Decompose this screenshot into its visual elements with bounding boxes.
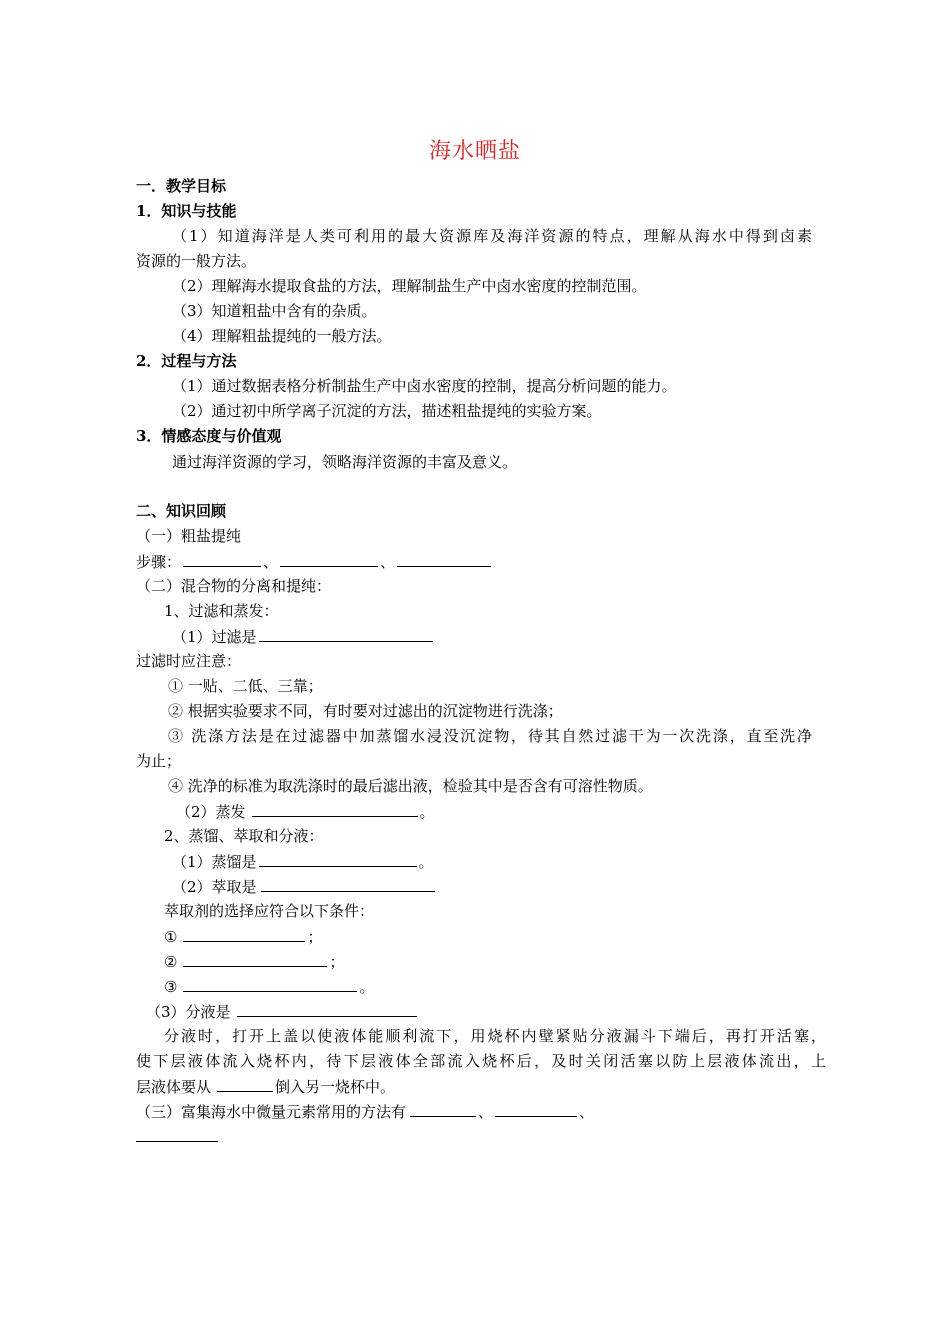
fill-blank[interactable] xyxy=(280,549,378,567)
steps-line xyxy=(136,549,826,574)
fill-blank[interactable] xyxy=(217,1074,273,1092)
paragraph-line: （2）理解海水提取食盐的方法，理解制盐生产中卤水密度的控制范围。 xyxy=(172,277,647,295)
condition-line xyxy=(164,949,854,974)
semicolon: ； xyxy=(329,953,345,971)
fill-blank[interactable] xyxy=(183,924,305,942)
subsection-heading: 2．过程与方法 xyxy=(136,352,237,370)
condition-number: ① xyxy=(164,928,178,946)
fill-blank[interactable] xyxy=(183,949,327,967)
enrichment-label: （三）富集海水中微量元素常用的方法有 xyxy=(136,1103,407,1121)
section-heading: 二、知识回顾 xyxy=(136,502,227,520)
paragraph-line: （3）知道粗盐中含有的杂质。 xyxy=(172,302,377,320)
paragraph-line: 通过海洋资源的学习，领略海洋资源的丰富及意义。 xyxy=(172,453,518,471)
paragraph-line: 资源的一般方法。 xyxy=(136,252,257,270)
fill-blank[interactable] xyxy=(237,999,417,1017)
subsection-heading: 3．情感态度与价值观 xyxy=(136,427,282,445)
condition-line xyxy=(164,974,854,999)
subsection-heading: 1．知识与技能 xyxy=(136,202,237,220)
separator: 、 xyxy=(263,553,279,571)
paragraph-line: ④ 洗净的标准为取洗涤时的最后滤出液，检验其中是否含有可溶性物质。 xyxy=(168,777,653,795)
fill-blank[interactable] xyxy=(252,799,418,817)
paragraph-line: 分液时，打开上盖以使液体能顺利流下，用烧杯内壁紧贴分液漏斗下端后，再打开活塞， xyxy=(164,1027,826,1045)
period: 。 xyxy=(359,978,375,996)
evaporation-label: （2）蒸发 xyxy=(176,803,246,821)
fill-blank[interactable] xyxy=(183,974,357,992)
extraction-line xyxy=(172,874,862,899)
pour-label: 层液体要从 xyxy=(136,1078,212,1096)
period: 。 xyxy=(419,803,435,821)
fill-blank[interactable] xyxy=(183,549,261,567)
paragraph-line: 1、过滤和蒸发： xyxy=(164,602,279,620)
pour-tail: 倒入另一烧杯中。 xyxy=(275,1078,396,1096)
fill-blank[interactable] xyxy=(397,549,491,567)
extraction-label: （2）萃取是 xyxy=(172,878,257,896)
paragraph-line: 2、蒸馏、萃取和分液： xyxy=(164,827,324,845)
paragraph-line: （4）理解粗盐提纯的一般方法。 xyxy=(172,327,392,345)
distillation-line xyxy=(172,849,862,874)
paragraph-line: （二）混合物的分离和提纯： xyxy=(136,577,332,595)
paragraph-line: （2）通过初中所学离子沉淀的方法，描述粗盐提纯的实验方案。 xyxy=(172,402,602,420)
steps-label: 步骤： xyxy=(136,553,182,571)
paragraph-line: 过滤时应注意： xyxy=(136,652,242,670)
paragraph-line: （1）知道海洋是人类可利用的最大资源库及海洋资源的特点，理解从海水中得到卤素 xyxy=(172,227,812,245)
separation-line xyxy=(146,999,836,1024)
fill-blank[interactable] xyxy=(259,624,433,642)
paragraph-line: 为止； xyxy=(136,752,182,770)
section-heading: 一．教学目标 xyxy=(136,177,227,195)
semicolon: ； xyxy=(307,928,323,946)
condition-number: ③ xyxy=(164,978,178,996)
enrichment-line-2 xyxy=(136,1124,826,1149)
pour-line xyxy=(136,1074,826,1099)
separator: 、 xyxy=(579,1103,595,1121)
filtration-label: （1）过滤是 xyxy=(172,628,257,646)
filtration-line xyxy=(172,624,862,649)
fill-blank[interactable] xyxy=(261,874,435,892)
fill-blank[interactable] xyxy=(495,1099,577,1117)
period: 。 xyxy=(418,853,434,871)
fill-blank[interactable] xyxy=(136,1124,218,1142)
paragraph-line: （一）粗盐提纯 xyxy=(136,527,242,545)
distillation-label: （1）蒸馏是 xyxy=(172,853,257,871)
paragraph-line: 萃取剂的选择应符合以下条件： xyxy=(164,902,375,920)
separator: 、 xyxy=(478,1103,494,1121)
separation-label: （3）分液是 xyxy=(146,1003,231,1021)
fill-blank[interactable] xyxy=(259,849,417,867)
paragraph-line: ③ 洗涤方法是在过滤器中加蒸馏水浸没沉淀物，待其自然过滤干为一次洗涤，直至洗净 xyxy=(168,727,812,745)
enrichment-line xyxy=(136,1099,826,1124)
condition-line xyxy=(164,924,854,949)
separator: 、 xyxy=(380,553,396,571)
document-title: 海水晒盐 xyxy=(428,139,521,164)
paragraph-line: 使下层液体流入烧杯内，待下层液体全部流入烧杯后，及时关闭活塞以防上层液体流出，上 xyxy=(136,1052,826,1070)
condition-number: ② xyxy=(164,953,178,971)
paragraph-line: （1）通过数据表格分析制盐生产中卤水密度的控制，提高分析问题的能力。 xyxy=(172,377,677,395)
paragraph-line: ① 一贴、二低、三靠； xyxy=(168,677,323,695)
paragraph-line: ② 根据实验要求不同，有时要对过滤出的沉淀物进行洗涤； xyxy=(168,702,563,720)
evaporation-line xyxy=(176,799,866,824)
fill-blank[interactable] xyxy=(410,1099,476,1117)
